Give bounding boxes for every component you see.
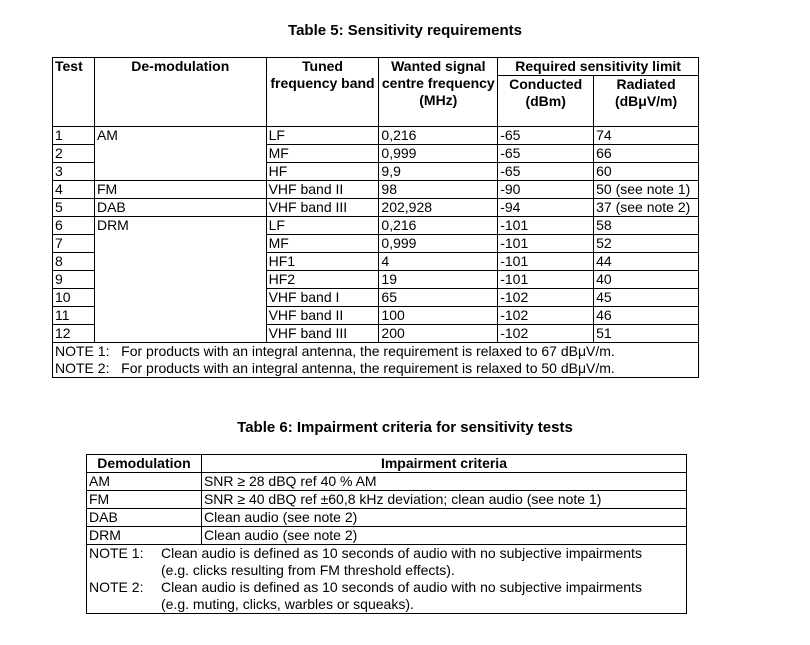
header-conducted: Conducted (dBm): [498, 76, 594, 127]
cell-test: 4: [53, 181, 95, 199]
table-row: [53, 181, 699, 199]
note-text: For products with an integral antenna, the requirement is relaxed to 67 dBμV/m.: [121, 343, 615, 359]
note-1: [55, 343, 696, 360]
cell-radiated: 58: [594, 217, 699, 235]
header-radiated: Radiated (dBμV/m): [594, 76, 699, 127]
cell-conducted: -90: [498, 181, 594, 199]
cell-band: HF: [266, 163, 379, 181]
cell-radiated: 46: [594, 307, 699, 325]
cell-conducted: -65: [498, 145, 594, 163]
note-line: (e.g. muting, clicks, warbles or squeaks).: [161, 596, 414, 612]
table-row: [87, 509, 687, 527]
cell-conducted: -101: [498, 217, 594, 235]
cell-radiated: 66: [594, 145, 699, 163]
cell-test: 6: [53, 217, 95, 235]
note-line: Clean audio is defined as 10 seconds of audio with no subjective impairments: [161, 545, 642, 561]
cell-criteria: Clean audio (see note 2): [201, 527, 686, 545]
cell-conducted: -101: [498, 271, 594, 289]
cell-demodulation: FM: [87, 491, 202, 509]
table-row: [53, 199, 699, 217]
cell-demodulation: DRM: [94, 217, 266, 343]
table6-notes: [87, 545, 687, 614]
cell-demodulation: DAB: [87, 509, 202, 527]
cell-frequency: 200: [379, 325, 498, 343]
cell-radiated: 40: [594, 271, 699, 289]
note-text: For products with an integral antenna, the requirement is relaxed to 50 dBμV/m.: [121, 360, 615, 376]
cell-band: LF: [266, 127, 379, 145]
cell-radiated: 74: [594, 127, 699, 145]
header-frequency: Wanted signal centre frequency (MHz): [379, 58, 498, 127]
cell-conducted: -65: [498, 163, 594, 181]
table-row: [87, 491, 687, 509]
note-2: [55, 360, 696, 377]
cell-radiated: 52: [594, 235, 699, 253]
note-line: Clean audio is defined as 10 seconds of audio with no subjective impairments: [161, 579, 642, 595]
cell-demodulation: FM: [94, 181, 266, 199]
cell-test: 1: [53, 127, 95, 145]
note-text: [161, 579, 684, 613]
cell-radiated: 50 (see note 1): [594, 181, 699, 199]
cell-criteria: Clean audio (see note 2): [201, 509, 686, 527]
cell-frequency: 0,999: [379, 145, 498, 163]
note-label: NOTE 1:: [89, 545, 144, 561]
header-criteria: Impairment criteria: [201, 455, 686, 473]
cell-conducted: -65: [498, 127, 594, 145]
cell-band: VHF band II: [266, 181, 379, 199]
header-demodulation: De-modulation: [94, 58, 266, 127]
table-row: [87, 473, 687, 491]
cell-demodulation: DAB: [94, 199, 266, 217]
cell-frequency: 0,999: [379, 235, 498, 253]
cell-demodulation: DRM: [87, 527, 202, 545]
header-demodulation: Demodulation: [87, 455, 202, 473]
cell-frequency: 65: [379, 289, 498, 307]
cell-radiated: 45: [594, 289, 699, 307]
header-band: Tuned frequency band: [266, 58, 379, 127]
cell-frequency: 0,216: [379, 217, 498, 235]
table5-notes: [53, 343, 699, 378]
cell-criteria: SNR ≥ 28 dBQ ref 40 % AM: [201, 473, 686, 491]
cell-conducted: -102: [498, 325, 594, 343]
cell-band: VHF band I: [266, 289, 379, 307]
cell-band: VHF band II: [266, 307, 379, 325]
header-test: Test: [53, 58, 95, 127]
table6-caption: Table 6: Impairment criteria for sensitivity tests: [237, 419, 573, 436]
cell-band: MF: [266, 145, 379, 163]
cell-demodulation: AM: [87, 473, 202, 491]
cell-frequency: 0,216: [379, 127, 498, 145]
cell-demodulation: AM: [94, 127, 266, 181]
cell-radiated: 44: [594, 253, 699, 271]
cell-test: 5: [53, 199, 95, 217]
cell-frequency: 98: [379, 181, 498, 199]
note-label: NOTE 2:: [55, 360, 110, 376]
cell-conducted: -94: [498, 199, 594, 217]
cell-test: 12: [53, 325, 95, 343]
cell-radiated: 60: [594, 163, 699, 181]
cell-frequency: 19: [379, 271, 498, 289]
table5-caption: Table 5: Sensitivity requirements: [288, 22, 522, 39]
cell-band: HF2: [266, 271, 379, 289]
cell-test: 10: [53, 289, 95, 307]
cell-band: LF: [266, 217, 379, 235]
cell-radiated: 37 (see note 2): [594, 199, 699, 217]
cell-test: 11: [53, 307, 95, 325]
cell-band: MF: [266, 235, 379, 253]
table-row: [87, 527, 687, 545]
table-row: [53, 217, 699, 235]
note-label: NOTE 1:: [55, 343, 110, 359]
notes-layout: [89, 545, 684, 613]
cell-test: 7: [53, 235, 95, 253]
note-label: NOTE 2:: [89, 579, 144, 595]
note-text: [161, 545, 684, 579]
cell-conducted: -101: [498, 235, 594, 253]
impairment-criteria-table: [86, 454, 687, 614]
cell-band: HF1: [266, 253, 379, 271]
header-sensitivity-limit: Required sensitivity limit: [498, 58, 699, 76]
cell-frequency: 9,9: [379, 163, 498, 181]
cell-conducted: -102: [498, 307, 594, 325]
cell-frequency: 4: [379, 253, 498, 271]
sensitivity-requirements-table: [52, 57, 699, 378]
cell-band: VHF band III: [266, 325, 379, 343]
cell-conducted: -101: [498, 253, 594, 271]
cell-test: 2: [53, 145, 95, 163]
note-line: (e.g. clicks resulting from FM threshold effects).: [161, 562, 455, 578]
cell-test: 8: [53, 253, 95, 271]
cell-criteria: SNR ≥ 40 dBQ ref ±60,8 kHz deviation; clean audio (see note 1): [201, 491, 686, 509]
cell-frequency: 100: [379, 307, 498, 325]
cell-band: VHF band III: [266, 199, 379, 217]
cell-conducted: -102: [498, 289, 594, 307]
cell-test: 9: [53, 271, 95, 289]
cell-radiated: 51: [594, 325, 699, 343]
cell-frequency: 202,928: [379, 199, 498, 217]
cell-test: 3: [53, 163, 95, 181]
table-row: [53, 127, 699, 145]
